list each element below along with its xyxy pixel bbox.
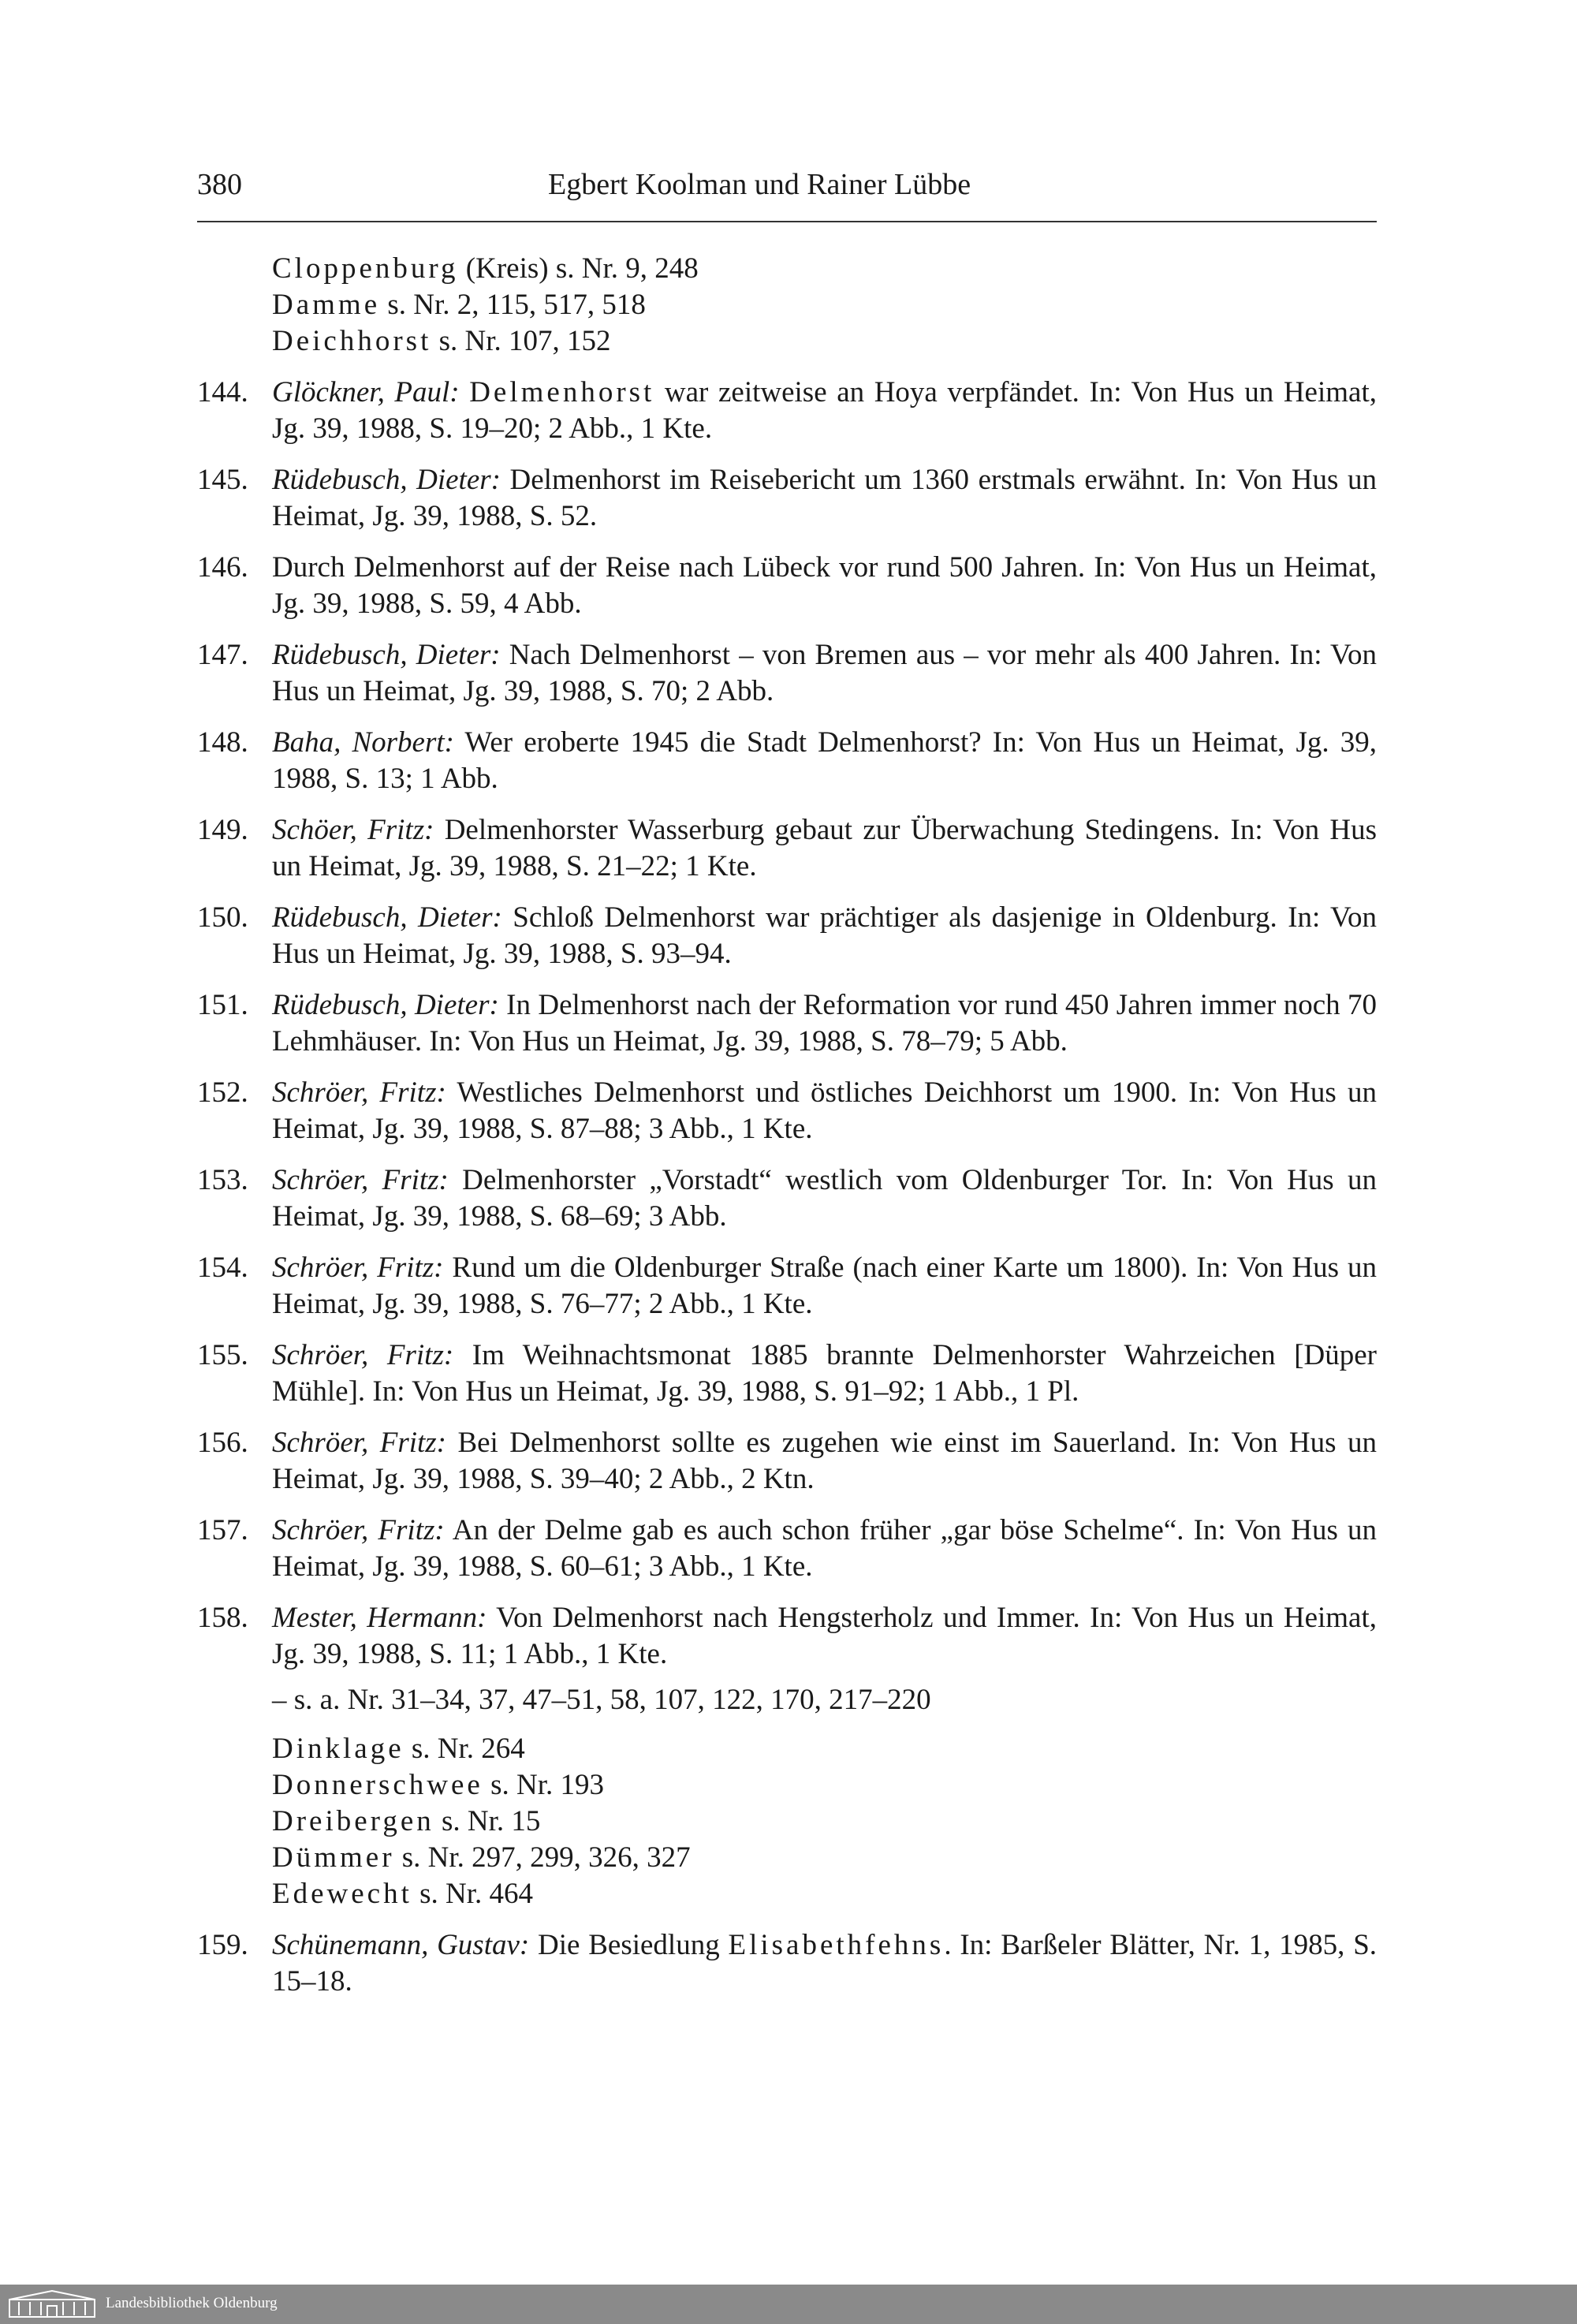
place-name: Deichhorst [272,325,432,357]
entry-number: 150. [197,901,248,934]
bibliography-entry [197,1600,1377,1673]
bibliography-entry [197,812,1377,885]
entry-number: 159. [197,1929,248,1961]
entry-title: Von Delmenhorst nach Hengsterholz und Immer. In: Von Hus un Heimat, Jg. 39, 1988, S. 11; 1 Abb., 1 Kte. [272,1602,1377,1670]
bibliography-entry [197,462,1377,535]
entry-number: 146. [197,551,248,584]
entry-title: Wer eroberte 1945 die Stadt Delmenhorst? In: Von Hus un Heimat, Jg. 39, 1988, S. 13; 1 Abb. [272,726,1377,795]
place-index-top [272,251,1377,360]
entry-number: 144. [197,376,248,408]
entry-number: 152. [197,1076,248,1109]
entry-title: Delmenhorster „Vorstadt“ westlich vom Oldenburger Tor. In: Von Hus un Heimat, Jg. 39, 1988, S. 68–69; 3 Abb. [272,1164,1377,1233]
header-rule [197,221,1377,222]
place-name: Dreibergen [272,1805,434,1837]
place-name: Damme [272,289,381,321]
place-index-line [272,1767,1377,1804]
place-name: Edewecht [272,1878,412,1910]
entry-author: Schröer, Fritz: [272,1252,444,1284]
entry-number: 147. [197,639,248,671]
bibliography-entry [197,1075,1377,1147]
place-reference: s. Nr. 193 [483,1769,605,1801]
entry-title: Im Weihnachtsmonat 1885 brannte Delmenhorster Wahrzeichen [Düper Mühle]. In: Von Hus un Heimat, Jg. 39, 1988, S. 91–92; 1 Abb., 1 Pl. [272,1339,1378,1408]
entry-text [272,900,1377,972]
entry-author: Schröer, Fritz: [272,1514,445,1546]
entry-author: Schöer, Fritz: [272,814,434,846]
place-index-line [272,251,1377,287]
entry-number: 158. [197,1602,248,1634]
entry-number: 145. [197,464,248,496]
entry-text [272,1513,1377,1585]
entry-text [272,1927,1377,2000]
entry-list [197,375,1377,1673]
entry-source: . In: Barßeler Blätter, Nr. 1, 1985, S. 15–18. [272,1929,1378,1998]
place-name: Cloppenburg [272,252,459,285]
entry-text [272,987,1377,1060]
entry-number: 151. [197,989,248,1021]
footer-bar [0,2285,1577,2324]
place-name: Dinklage [272,1733,405,1765]
bibliography-entry [197,1250,1377,1322]
place-name: Donnerschwee [272,1769,483,1801]
entry-title [460,376,470,408]
entry-number: 155. [197,1339,248,1371]
bibliography-entry [197,1162,1377,1235]
entry-title: Delmenhorster Wasserburg gebaut zur Überwachung Stedingens. In: Von Hus un Heimat, Jg. 39, 1988, S. 21–22; 1 Kte. [272,814,1377,882]
footer-label: Landesbibliothek Oldenburg [106,2295,278,2311]
bibliography-content [197,251,1377,2000]
entry-text [272,462,1377,535]
entry-text [272,1600,1377,1673]
bibliography-entry [197,637,1377,710]
place-index-line [272,1804,1377,1840]
entry-place-name: Delmenhorst [469,376,655,408]
entry-text [272,1250,1377,1322]
entry-text [272,1337,1377,1410]
entry-title: Delmenhorst im Reisebericht um 1360 erstmals erwähnt. In: Von Hus un Heimat, Jg. 39, 1988, S. 52. [272,464,1377,532]
bibliography-entry [197,900,1377,972]
entry-author: Schröer, Fritz: [272,1427,447,1459]
page-header [197,167,1377,214]
bibliography-entry [197,987,1377,1060]
entry-author: Mester, Hermann: [272,1602,487,1634]
entry-number: 157. [197,1514,248,1546]
entry-author: Schröer, Fritz: [272,1339,454,1371]
bibliography-entry [197,1927,1377,2000]
place-reference: s. Nr. 15 [434,1805,541,1837]
entry-author: Schröer, Fritz: [272,1164,449,1196]
bibliography-entry [197,1425,1377,1498]
running-title: Egbert Koolman und Rainer Lübbe [548,168,971,201]
place-reference: s. Nr. 464 [412,1878,534,1910]
bibliography-entry [197,1337,1377,1410]
place-reference: s. Nr. 297, 299, 326, 327 [394,1841,691,1874]
entry-author: Schünemann, Gustav: [272,1929,530,1961]
entry-title: Durch Delmenhorst auf der Reise nach Lübeck vor rund 500 Jahren. In: Von Hus un Heimat, Jg. 39, 1988, S. 59, 4 Abb. [272,551,1377,620]
entry-text [272,550,1377,622]
entry-author: Schröer, Fritz: [272,1076,446,1109]
place-index-line [272,1840,1377,1876]
place-reference: s. Nr. 107, 152 [431,325,611,357]
entry-text [272,1162,1377,1235]
library-building-icon [8,2290,96,2318]
entry-author: Rüdebusch, Dieter: [272,989,499,1021]
entry-title: Rund um die Oldenburger Straße (nach einer Karte um 1800). In: Von Hus un Heimat, Jg. 39, 1988, S. 76–77; 2 Abb., 1 Kte. [272,1252,1377,1320]
entry-title: An der Delme gab es auch schon früher „gar böse Schelme“. In: Von Hus un Heimat, Jg. 39, 1988, S. 60–61; 3 Abb., 1 Kte. [272,1514,1377,1583]
place-index-line [272,1731,1377,1767]
place-reference: s. Nr. 2, 115, 517, 518 [380,289,646,321]
entry-place-name: Elisabethfehns [728,1929,945,1961]
place-index-bottom [272,1731,1377,1912]
bibliography-entry [197,725,1377,797]
entry-title: In Delmenhorst nach der Reformation vor rund 450 Jahren immer noch 70 Lehmhäuser. In: Von Hus un Heimat, Jg. 39, 1988, S. 78–79; 5 Abb. [272,989,1377,1058]
entry-author: Baha, Norbert: [272,726,454,759]
page-number: 380 [197,168,242,201]
bibliography-entry [197,1513,1377,1585]
entry-title: Westliches Delmenhorst und östliches Deichhorst um 1900. In: Von Hus un Heimat, Jg. 39, 1988, S. 87–88; 3 Abb., 1 Kte. [272,1076,1377,1145]
place-name: Dümmer [272,1841,395,1874]
place-index-line [272,323,1377,360]
place-reference: (Kreis) s. Nr. 9, 248 [458,252,699,285]
entry-author: Glöckner, Paul: [272,376,460,408]
entry-title: Nach Delmenhorst – von Bremen aus – vor mehr als 400 Jahren. In: Von Hus un Heimat, Jg. 39, 1988, S. 70; 2 Abb. [272,639,1377,707]
entry-number: 148. [197,726,248,759]
bibliography-entry [197,375,1377,447]
entry-title: Schloß Delmenhorst war prächtiger als dasjenige in Oldenburg. In: Von Hus un Heimat, Jg. 39, 1988, S. 93–94. [272,901,1377,970]
entry-text [272,375,1377,447]
entry-text [272,1425,1377,1498]
entry-source: war zeitweise an Hoya verpfändet. In: Von Hus un Heimat, Jg. 39, 1988, S. 19–20; 2 Abb., 1 Kte. [272,376,1377,445]
entry-text [272,812,1377,885]
entry-text [272,725,1377,797]
bibliography-entry [197,550,1377,622]
entry-text [272,1075,1377,1147]
entry-text [272,637,1377,710]
see-also-reference: – s. a. Nr. 31–34, 37, 47–51, 58, 107, 122, 170, 217–220 [272,1684,931,1716]
entry-author: Rüdebusch, Dieter: [272,464,501,496]
last-entry-container [197,1927,1377,2000]
entry-title: Bei Delmenhorst sollte es zugehen wie einst im Sauerland. In: Von Hus un Heimat, Jg. 39, 1988, S. 39–40; 2 Abb., 2 Ktn. [272,1427,1377,1495]
entry-number: 156. [197,1427,248,1459]
place-reference: s. Nr. 264 [404,1733,525,1765]
entry-author: Rüdebusch, Dieter: [272,639,501,671]
entry-number: 149. [197,814,248,846]
place-index-line [272,287,1377,323]
entry-title: Die Besiedlung [529,1929,729,1961]
entry-number: 154. [197,1252,248,1284]
place-index-line [272,1876,1377,1912]
entry-number: 153. [197,1164,248,1196]
entry-author: Rüdebusch, Dieter: [272,901,502,934]
